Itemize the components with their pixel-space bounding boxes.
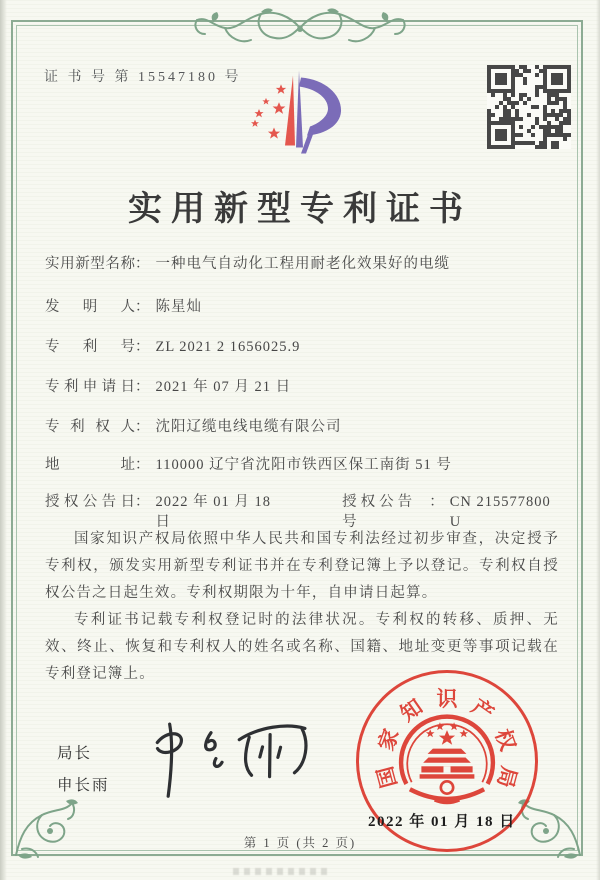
seal-char: 权 [490, 725, 521, 754]
field-grant-number: 授权公告号 ： CN 215577800 U [342, 492, 560, 532]
field-label: 授权公告号 [342, 494, 417, 530]
seal-char: 局 [492, 763, 522, 791]
field-label: 地址 [45, 457, 135, 473]
commissioner-name: 申长雨 [57, 777, 110, 794]
field-patent-number: 专利号 ： ZL 2021 2 1656025.9 [45, 339, 301, 355]
field-inventor: 发明人 ： 陈星灿 [45, 299, 202, 315]
page-edge-artifact [233, 868, 329, 875]
scan-edge [0, 0, 7, 880]
field-value: 110000 辽宁省沈阳市铁西区保工南街 51 号 [155, 457, 452, 473]
field-label: 实用新型名称 [45, 256, 135, 272]
field-value: ZL 2021 2 1656025.9 [155, 339, 301, 355]
field-value: 沈阳辽缆电线电缆有限公司 [155, 419, 342, 435]
field-patentee: 专利权人 ： 沈阳辽缆电线电缆有限公司 [45, 419, 342, 435]
seal-char: 国 [372, 763, 402, 791]
qr-code [487, 65, 571, 149]
certificate-title: 实用新型专利证书 [128, 191, 472, 228]
field-address: 地址 ： 110000 辽宁省沈阳市铁西区保工南街 51 号 [45, 457, 452, 473]
field-label: 专利号 [45, 339, 135, 355]
scan-edge [596, 0, 600, 880]
field-label: 专利权人 [45, 419, 135, 435]
legal-text [45, 526, 559, 688]
field-grant-date: 授权公告日 ： 2022 年 01 月 18 日 [45, 492, 278, 532]
page-number: 第 1 页 (共 2 页) [243, 836, 357, 850]
field-label: 授权公告日 [45, 494, 135, 510]
commissioner-title: 局长 [57, 745, 93, 762]
field-value: 2021 年 07 月 21 日 [155, 379, 292, 395]
seal-char: 家 [373, 725, 404, 754]
legal-paragraph-1: 国家知识产权局依照中华人民共和国专利法经过初步审查，决定授予专利权，颁发实用新型专利证书并在专利登记簿上予以登记。专利权自授权公告之日起生效。专利权期限为十年，自申请日起算。 [45, 531, 559, 601]
national-emblem-icon [394, 706, 500, 816]
field-filing-date: 专利申请日 ： 2021 年 07 月 21 日 [45, 379, 292, 395]
field-value: 2022 年 01 月 18 日 [155, 494, 271, 530]
field-label: 发明人 [45, 299, 135, 315]
certificate-fields [45, 254, 560, 532]
legal-paragraph-2: 专利证书记载专利权登记时的法律状况。专利权的转移、质押、无效、终止、恢复和专利权人的姓名或名称、国籍、地址变更等事项记载在专利登记簿上。 [45, 612, 559, 682]
cnipa-logo-icon [248, 62, 358, 162]
field-label: 专利申请日 [45, 379, 135, 395]
seal-char: 产 [467, 694, 499, 727]
certificate-number: 证 书 号 第 15547180 号 [44, 70, 242, 85]
commissioner-signature [136, 713, 324, 809]
field-utility-model-name: 实用新型名称 ： 一种电气自动化工程用耐老化效果好的电缆 [45, 256, 450, 272]
grant-date-stamp: 2022 年 01 月 18 日 [368, 814, 516, 830]
field-value: 一种电气自动化工程用耐老化效果好的电缆 [155, 256, 450, 272]
field-value: 陈星灿 [155, 299, 202, 315]
commissioner-block [57, 738, 110, 802]
field-value: CN 215577800 U [449, 494, 551, 530]
seal-char: 知 [395, 694, 427, 727]
seal-char: 识 [436, 687, 458, 711]
